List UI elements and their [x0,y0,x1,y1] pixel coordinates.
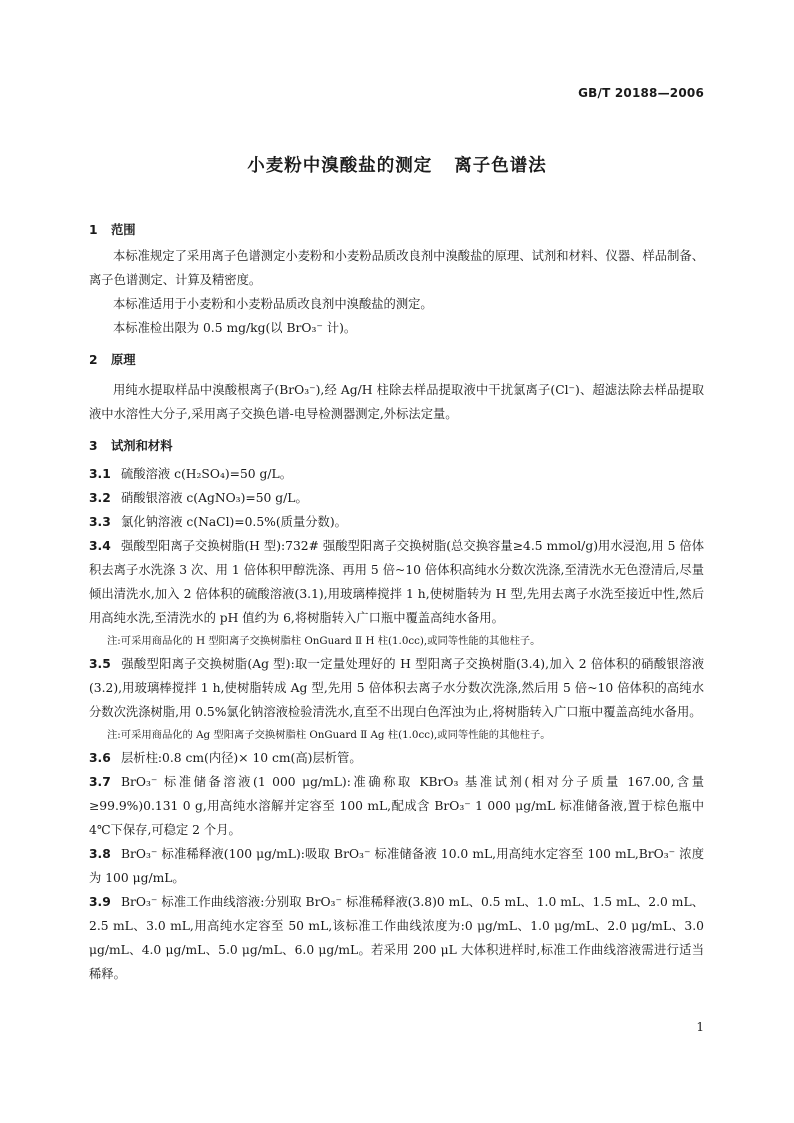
reagent-item: 3.9 BrO₃⁻ 标准工作曲线溶液:分别取 BrO₃⁻ 标准稀释液(3.8)0 mL、0.5 mL、1.0 mL、1.5 mL、2.0 mL、2.5 mL、3.0 mL,用高纯水定容至 50 mL,该标准工作曲线浓度为:0 μg/mL、1.0 μg/mL、2.0 μg/mL、3.0 μg/mL、4.0 μg/mL、5.0 μg/mL、6.0 μg/mL。若采用 200 μL 大体积进样时,标准工作曲线溶液需进行适当稀释。 [89,895,704,981]
standard-code: GB/T 20188—2006 [578,86,704,100]
page-number: 1 [696,1020,704,1034]
document-body [89,220,704,986]
reagent-item: 3.5 强酸型阳离子交换树脂(Ag 型):取一定量处理好的 H 型阳离子交换树脂(3.4),加入 2 倍体积的硝酸银溶液(3.2),用玻璃棒搅拌 1 h,使树脂转成 Ag 型,先用 5 倍体积去离子水分数次洗涤,然后用 5 倍~10 倍体积的高纯水分数次洗涤树脂,用 0.5%氯化钠溶液检验清洗水,直至不出现白色浑浊为止,将树脂转入广口瓶中覆盖高纯水备用。 [89,657,704,719]
reagent-item: 3.7 BrO₃⁻ 标准储备溶液(1 000 μg/mL):准确称取 KBrO₃ 基准试剂(相对分子质量 167.00,含量≥99.9%)0.131 0 g,用高纯水溶解并定容至 100 mL,配成含 BrO₃⁻ 1 000 μg/mL 标准储备液,置于棕色瓶中 4℃下保存,可稳定 2 个月。 [89,775,704,837]
title-method: 离子色谱法 [454,156,547,176]
principle-paragraph: 用纯水提取样品中溴酸根离子(BrO₃⁻),经 Ag/H 柱除去样品提取液中干扰氯离子(Cl⁻)、超滤法除去样品提取液中水溶性大分子,采用离子交换色谱-电导检测器测定,外标法定量。 [89,383,704,421]
title-main: 小麦粉中溴酸盐的测定 [247,156,433,176]
scope-paragraph: 本标准规定了采用离子色谱测定小麦粉和小麦粉品质改良剂中溴酸盐的原理、试剂和材料、仪器、样品制备、离子色谱测定、计算及精密度。 [89,249,704,287]
note: 注:可采用商品化的 H 型阳离子交换树脂柱 OnGuard Ⅱ H 柱(1.0cc),或同等性能的其他柱子。 [107,635,541,647]
scope-detection-limit: 本标准检出限为 0.5 mg/kg(以 BrO₃⁻ 计)。 [113,321,357,335]
section-heading-reagents: 3 试剂和材料 [89,439,173,453]
reagent-item: 3.6 层析柱:0.8 cm(内径)× 10 cm(高)层析管。 [89,751,362,765]
reagent-item: 3.3 氯化钠溶液 c(NaCl)=0.5%(质量分数)。 [89,515,347,529]
reagent-item: 3.2 硝酸银溶液 c(AgNO₃)=50 g/L。 [89,491,308,505]
section-heading-principle: 2 原理 [89,353,136,367]
reagent-item: 3.8 BrO₃⁻ 标准稀释液(100 μg/mL):吸取 BrO₃⁻ 标准储备液 10.0 mL,用高纯水定容至 100 mL,BrO₃⁻ 浓度为 100 μg/mL。 [89,847,704,885]
document-title [0,152,794,177]
reagent-item: 3.1 硫酸溶液 c(H₂SO₄)=50 g/L。 [89,467,293,481]
reagent-item: 3.4 强酸型阳离子交换树脂(H 型):732# 强酸型阳离子交换树脂(总交换容量≥4.5 mmol/g)用水浸泡,用 5 倍体积去离子水洗涤 3 次、用 1 倍体积甲醇洗涤、再用 5 倍~10 倍体积高纯水分数次洗涤,至清洗水无色澄清后,尽量倾出清洗水,加入 2 倍体积的硫酸溶液(3.1),用玻璃棒搅拌 1 h,使树脂转为 H 型,先用去离子水洗至接近中性,然后用高纯水洗,至清洗水的 pH 值约为 6,将树脂转入广口瓶中覆盖高纯水备用。 [89,539,704,625]
note: 注:可采用商品化的 Ag 型阳离子交换树脂柱 OnGuard Ⅱ Ag 柱(1.0cc),或同等性能的其他柱子。 [107,729,551,741]
scope-applicability: 本标准适用于小麦粉和小麦粉品质改良剂中溴酸盐的测定。 [113,297,433,311]
section-heading-scope: 1 范围 [89,223,136,237]
